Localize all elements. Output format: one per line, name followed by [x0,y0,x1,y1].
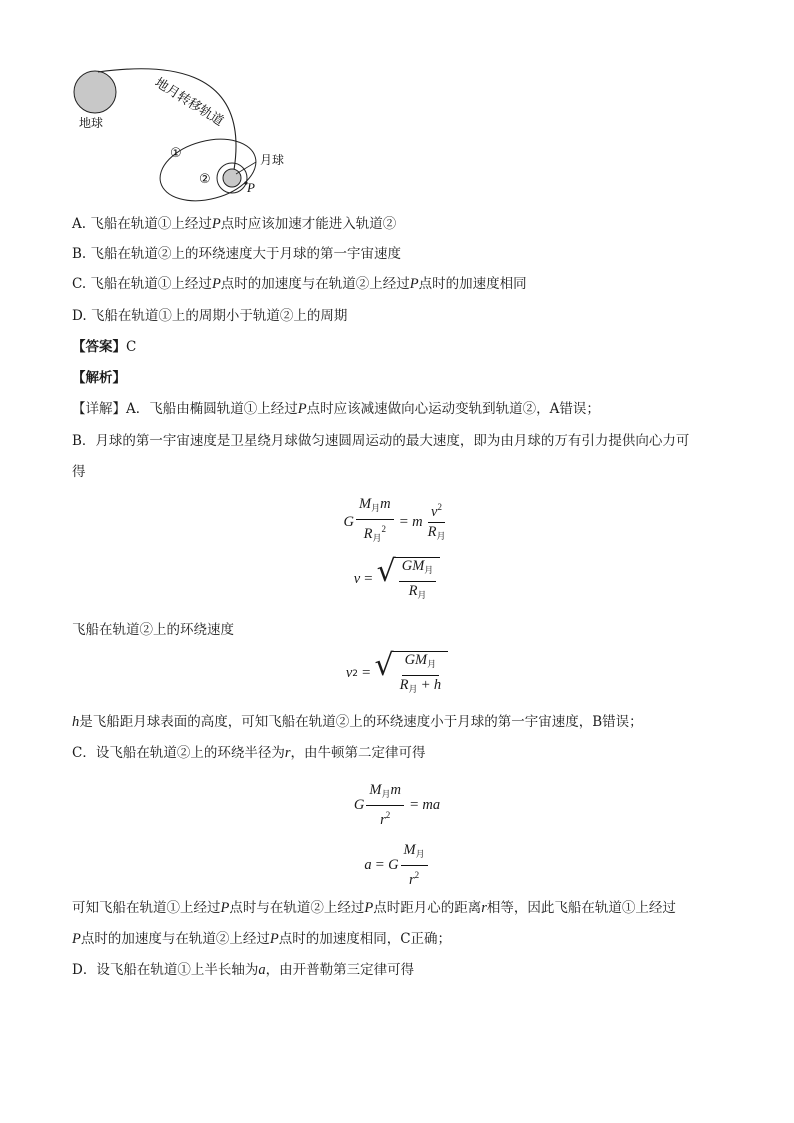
option-a: A. 飞船在轨道①上经过P点时应该加速才能进入轨道② [72,216,397,232]
detail-c-line1: C．设飞船在轨道②上的环绕半径为r，由牛顿第二定律可得 [72,745,426,761]
orbit-diagram-svg [66,52,316,212]
equation-newton-second-law: G $\frac{M_月m}{r^2}$ = ma [353,782,441,828]
analysis-label: 【解析】 [72,370,126,386]
answer-label: 【答案】 [72,339,126,355]
detail-d-line1: D．设飞船在轨道①上半长轴为a，由开普勒第三定律可得 [72,962,415,978]
detail-c-line2: 可知飞船在轨道①上经过P点时与在轨道②上经过P点时距月心的距离r相等，因此飞船在轨道①上经过 [72,900,676,916]
answer-value: C [126,339,137,355]
answer-line [72,337,136,357]
equation-acceleration: a = G $\frac{M_月}{r^2}$ [0,842,794,889]
earth-label: 地球 [79,116,104,130]
moon-circle [223,169,241,187]
equation-first-cosmic-velocity: v = √ $\frac{GM_月}{R_月}$ [0,554,794,605]
equation-orbit2-velocity: v 2 = √ $\frac{GM_月}{R_月 + h}$ [0,648,794,699]
orbit-1-label: ① [170,146,182,161]
detail-a: 【详解】A．飞船由椭圆轨道①上经过P点时应该减速做向心运动变轨到轨道②，A错误； [72,401,600,417]
detail-v2-text: 飞船在轨道②上的环绕速度 [72,622,234,638]
option-d: D. 飞船在轨道①上的周期小于轨道②上的周期 [72,308,348,324]
orbit-2-label: ② [199,172,211,187]
moon-label: 月球 [260,153,285,167]
earth-circle [74,71,116,113]
detail-c-line3: P点时的加速度与在轨道②上经过P点时的加速度相同，C正确； [72,931,452,947]
detail-h-line: h是飞船距月球表面的高度，可知飞船在轨道②上的环绕速度小于月球的第一宇宙速度，B错误； [72,714,643,730]
detail-b-line1: B．月球的第一宇宙速度是卫星绕月球做匀速圆周运动的最大速度，即为由月球的万有引力提供向心力可 [72,433,690,449]
point-p-label: P [247,180,255,195]
orbit-1 [153,129,263,210]
option-c: C. 飞船在轨道①上经过P点时的加速度与在轨道②上经过P点时的加速度相同 [72,276,527,292]
detail-b-line2: 得 [72,464,86,480]
equation-gravity-centripetal: G $\frac{M_月m}{R_月^2}$ = m $\frac{v^2}{R_月}$ [343,496,446,544]
orbit-diagram [66,52,316,212]
transfer-orbit-label: 地月转移轨道 [151,75,227,130]
option-b: B. 飞船在轨道②上的环绕速度大于月球的第一宇宙速度 [72,246,402,262]
